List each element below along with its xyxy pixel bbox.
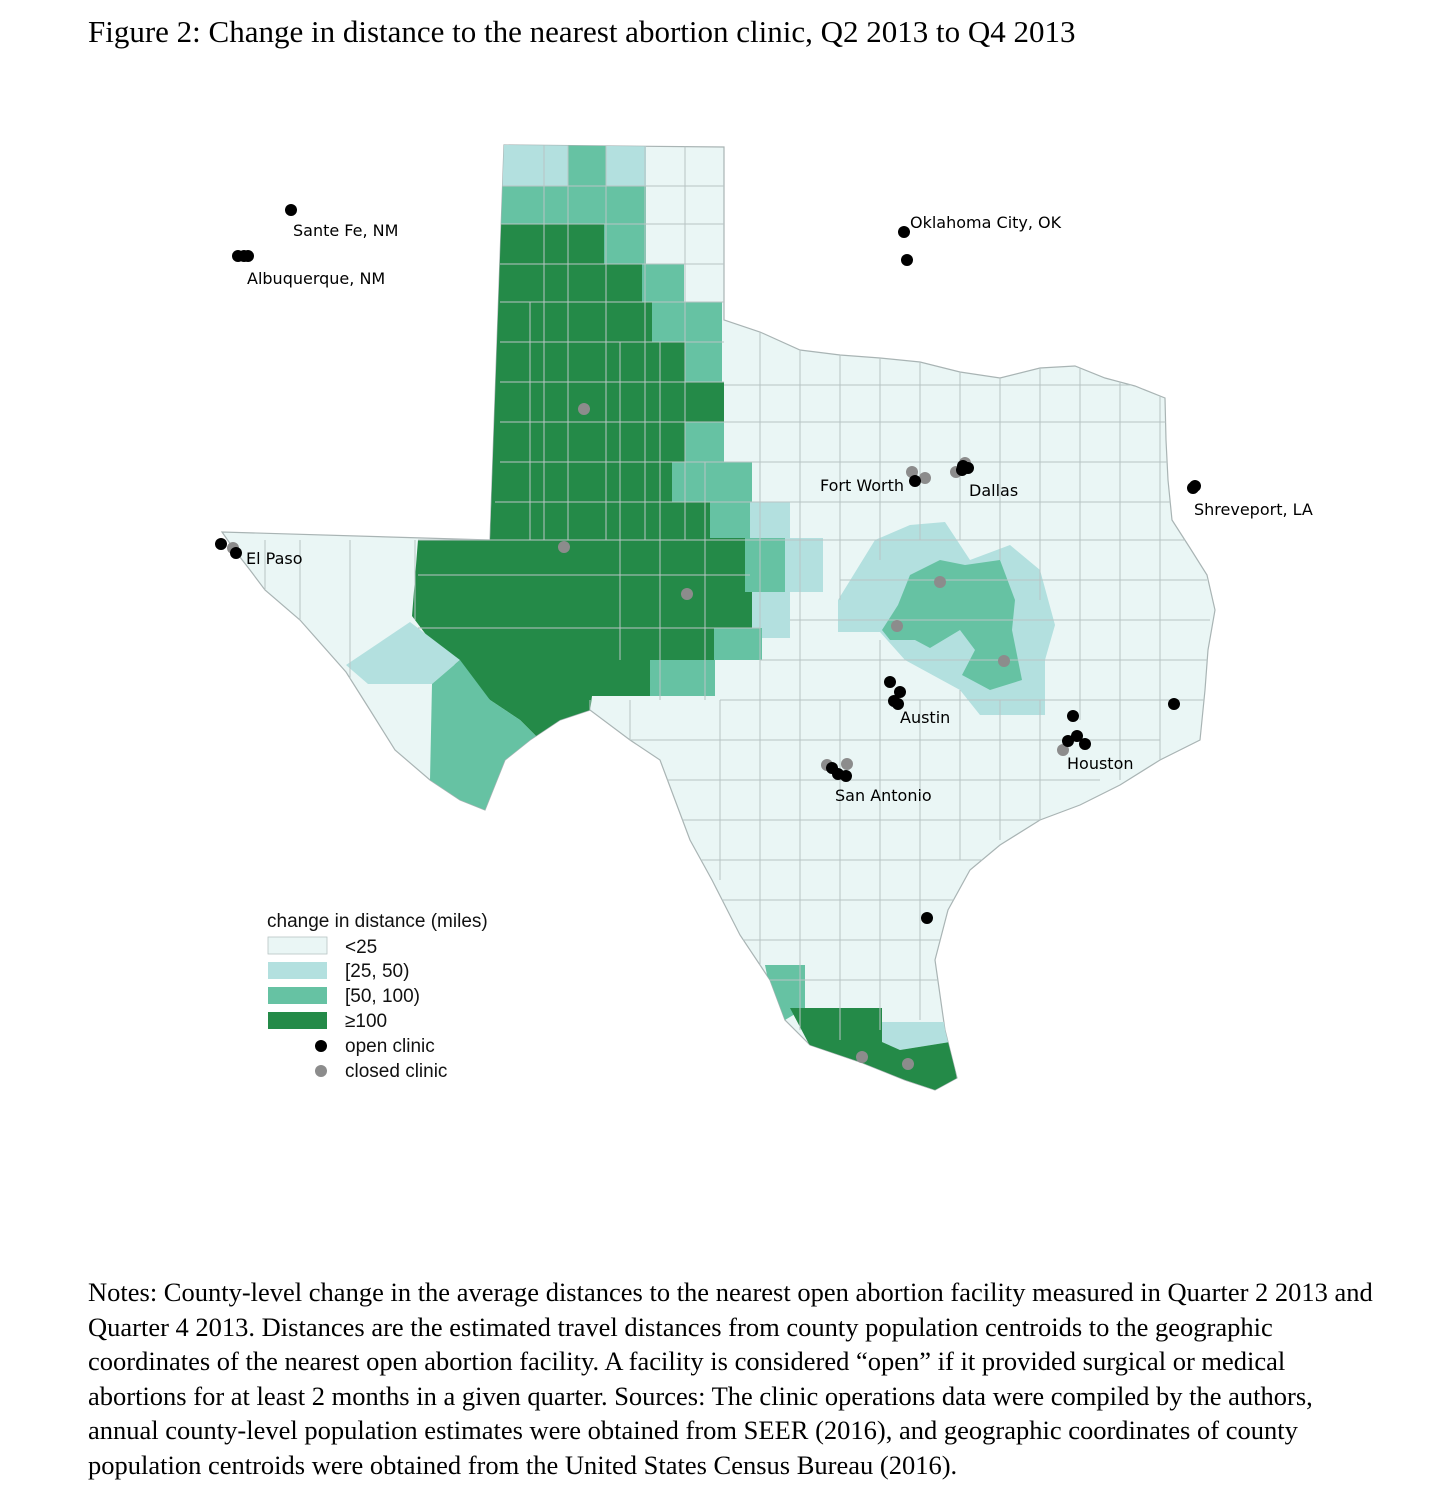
- county-region-25-50: [750, 502, 790, 538]
- city-label-albuquerque: Albuquerque, NM: [247, 269, 386, 288]
- city-label-santa-fe: Sante Fe, NM: [293, 221, 399, 240]
- county-region-50-100: [710, 502, 750, 538]
- open-clinic-marker: [840, 770, 852, 782]
- county-region-50-100: [604, 224, 646, 264]
- open-clinic-marker: [909, 475, 921, 487]
- county-region-50-100: [714, 628, 762, 660]
- open-clinic-marker: [898, 226, 910, 238]
- legend-closed-clinic-marker: [315, 1065, 327, 1077]
- county-region-50-100: [672, 462, 752, 502]
- closed-clinic-marker: [558, 541, 570, 553]
- city-label-oklahoma-city: Oklahoma City, OK: [910, 213, 1062, 232]
- city-label-fort-worth: Fort Worth: [820, 476, 905, 495]
- county-region-50-100: [652, 302, 722, 342]
- open-clinic-marker: [215, 538, 227, 550]
- legend-title: change in distance (miles): [267, 911, 488, 932]
- legend-label-lt25: <25: [345, 937, 378, 958]
- city-label-austin: Austin: [900, 708, 951, 727]
- open-clinic-marker: [1168, 698, 1180, 710]
- legend-label-open-clinic: open clinic: [345, 1036, 435, 1057]
- open-clinic-marker: [230, 547, 242, 559]
- county-region-50-100: [568, 140, 606, 186]
- open-clinic-marker: [921, 912, 933, 924]
- county-region-50-100: [500, 186, 646, 224]
- closed-clinic-marker: [934, 576, 946, 588]
- legend-label-50-100: [50, 100): [345, 986, 420, 1007]
- legend-label-closed-clinic: closed clinic: [345, 1061, 448, 1082]
- county-region-50-100: [685, 342, 722, 382]
- closed-clinic-marker: [902, 1058, 914, 1070]
- city-label-shreveport: Shreveport, LA: [1194, 500, 1313, 519]
- county-region-50-100: [685, 422, 724, 462]
- legend-label-25-50: [25, 50): [345, 961, 410, 982]
- open-clinic-marker: [242, 250, 254, 262]
- legend-swatch-50-100: [268, 987, 327, 1004]
- county-region-50-100: [642, 264, 684, 302]
- closed-clinic-marker: [841, 758, 853, 770]
- map-legend: [267, 911, 488, 1082]
- figure-title: Figure 2: Change in distance to the nearest abortion clinic, Q2 2013 to Q4 2013: [88, 14, 1076, 49]
- county-region-25-50: [500, 140, 568, 186]
- legend-swatch-25-50: [268, 962, 327, 979]
- closed-clinic-marker: [578, 403, 590, 415]
- legend-swatch-ge100: [268, 1012, 327, 1029]
- county-region-25-50: [785, 538, 823, 592]
- closed-clinic-marker: [856, 1051, 868, 1063]
- legend-open-clinic-marker: [315, 1040, 327, 1052]
- open-clinic-marker: [1079, 738, 1091, 750]
- closed-clinic-marker: [891, 620, 903, 632]
- city-label-houston: Houston: [1067, 754, 1134, 773]
- open-clinic-marker: [1189, 480, 1201, 492]
- open-clinic-marker: [285, 204, 297, 216]
- legend-label-ge100: ≥100: [345, 1011, 388, 1032]
- open-clinic-marker: [884, 676, 896, 688]
- closed-clinic-marker: [681, 588, 693, 600]
- legend-swatch-lt25: [268, 937, 327, 954]
- open-clinic-marker: [957, 460, 969, 472]
- city-label-san-antonio: San Antonio: [835, 786, 932, 805]
- closed-clinic-marker: [998, 655, 1010, 667]
- city-label-el-paso: El Paso: [246, 549, 303, 568]
- figure-notes: Notes: County-level change in the average distances to the nearest open abortion facility measured in Quarter 2 2013 and Quarter 4 2013. Distances are the estimated travel distances from county population centroids to the geographic coordinates of the nearest open abortion facility. A facility is considered “open” if it provided surgical or medical abortions for at least 2 months in a given quarter. Sources: The clinic operations data were compiled by the authors, annual county-level population estimates were obtained from SEER (2016), and geographic coordinates of county population centroids were obtained from the United States Census Bureau (2016).: [88, 1277, 1373, 1480]
- open-clinic-marker: [901, 254, 913, 266]
- city-label-dallas: Dallas: [969, 481, 1019, 500]
- county-region-25-50: [606, 140, 646, 186]
- open-clinic-marker: [1067, 710, 1079, 722]
- county-region-50-100: [745, 538, 785, 592]
